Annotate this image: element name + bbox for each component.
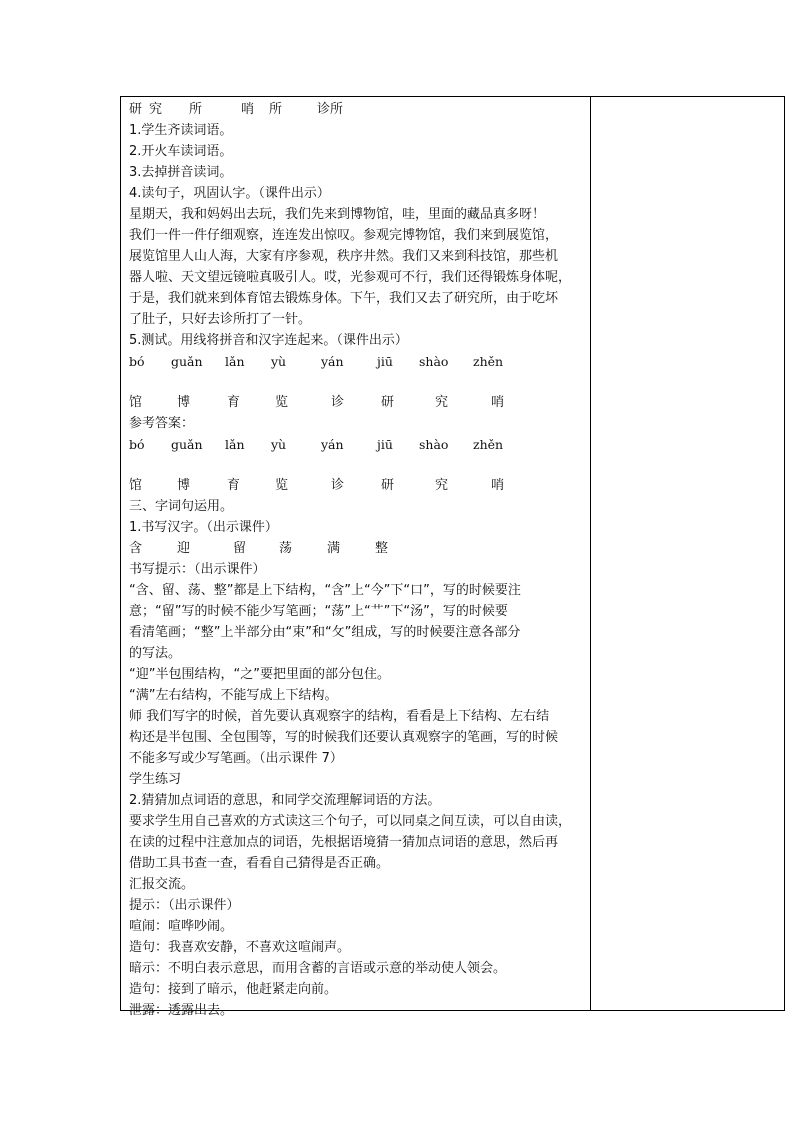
hanzi: 馆 [129, 395, 143, 410]
vocab-char: 所 [189, 102, 203, 117]
step-4: 4.读句子，巩固认字。（课件出示） [129, 186, 330, 201]
write-chars-row [129, 538, 585, 559]
passage-line: 我们一件一件仔细观察，连连发出惊叹。参观完博物馆，我们来到展览馆， [129, 228, 559, 243]
test-title: 5.测试。用线将拼音和汉字连起来。（课件出示） [129, 333, 408, 348]
tip-line: “满”左右结构，不能写成上下结构。 [129, 688, 338, 703]
tip-line: 意；“留”写的时候不能少写笔画；“荡”上“艹”下“汤”，写的时候要 [129, 604, 508, 619]
teacher-line: 构还是半包围、全包围等，写的时候我们还要认真观察字的笔画，写的时候 [129, 730, 559, 745]
pinyin: zhěn [473, 354, 504, 369]
vocab-char: 诊所 [317, 102, 344, 117]
hanzi-row [129, 392, 585, 413]
guess-line: 借助工具书查一查，看看自己猜得是否正确。 [129, 856, 390, 871]
pinyin: yán [321, 437, 344, 452]
report-label: 汇报交流。 [129, 877, 195, 892]
passage-line: 于是，我们就来到体育馆去锻炼身体。下午，我们又去了研究所，由于吃坏 [129, 291, 559, 306]
tip-line: 看清笔画；“整”上半部分由“束”和“攵”组成，写的时候要注意各部分 [129, 625, 521, 640]
hanzi-row [129, 475, 585, 496]
tip-line: “迎”半包围结构，“之”要把里面的部分包住。 [129, 667, 390, 682]
section-title: 三、字词句运用。 [129, 499, 234, 514]
hanzi: 博 [177, 395, 191, 410]
definition: 暗示：不明白表示意思，而用含蓄的言语或示意的举动使人领会。 [129, 961, 507, 976]
notes-cell [591, 97, 786, 1010]
hanzi: 览 [275, 395, 289, 410]
hanzi: 究 [435, 395, 449, 410]
passage-line: 器人啦、天文望远镜啦真吸引人。哎，光参观可不行，我们还得锻炼身体呢， [129, 270, 572, 285]
hanzi: 哨 [491, 478, 505, 493]
write-char: 满 [327, 541, 341, 556]
vocab-char: 所 [269, 102, 283, 117]
write-char: 整 [375, 541, 389, 556]
pinyin: guǎn [171, 437, 203, 452]
example-sentence: 造句：接到了暗示，他赶紧走向前。 [129, 982, 338, 997]
vocab-char: 究 [149, 102, 163, 117]
tips-title: 书写提示：（出示课件） [129, 562, 266, 577]
guess-line: 要求学生用自己喜欢的方式读这三个句子，可以同桌之间互读，可以自由读， [129, 814, 572, 829]
pinyin: yán [321, 354, 344, 369]
definition: 喧闹：喧哗吵闹。 [129, 919, 234, 934]
hanzi: 育 [227, 395, 241, 410]
write-char: 留 [233, 541, 247, 556]
vocab-line [129, 99, 585, 120]
practice-label: 学生练习 [129, 772, 182, 787]
definition: 泄露：透露出去。 [129, 1003, 234, 1018]
passage-line: 星期天，我和妈妈出去玩，我们先来到博物馆，哇，里面的藏品真多呀！ [129, 207, 546, 222]
hanzi: 育 [227, 478, 241, 493]
hanzi: 博 [177, 478, 191, 493]
pinyin: bó [129, 354, 145, 369]
lesson-content [129, 99, 585, 1021]
vocab-char: 哨 [241, 102, 255, 117]
hint-label: 提示：（出示课件） [129, 898, 240, 913]
pinyin: shào [419, 437, 449, 452]
pinyin: yù [271, 354, 287, 369]
pinyin: guǎn [171, 354, 203, 369]
hanzi: 馆 [129, 478, 143, 493]
tip-line: 的写法。 [129, 646, 182, 661]
pinyin: jiū [377, 354, 393, 369]
vocab-char: 研 [129, 102, 143, 117]
write-char: 迎 [177, 541, 191, 556]
hanzi: 诊 [331, 478, 345, 493]
pinyin: jiū [377, 437, 393, 452]
guess-line: 在读的过程中注意加点的词语，先根据语境猜一猜加点词语的意思，然后再 [129, 835, 559, 850]
pinyin: lǎn [225, 354, 245, 369]
pinyin: yù [271, 437, 287, 452]
step-3: 3.去掉拼音读词。 [129, 165, 233, 180]
tip-line: “含、留、荡、整”都是上下结构，“含”上“今”下“口”，写的时候要注 [129, 583, 521, 598]
pinyin-row [129, 351, 585, 372]
hanzi: 究 [435, 478, 449, 493]
teacher-line: 师 我们写字的时候，首先要认真观察字的结构，看看是上下结构、左右结 [129, 709, 550, 724]
passage-line: 了肚子，只好去诊所打了一针。 [129, 312, 312, 327]
pinyin: lǎn [225, 437, 245, 452]
pinyin: bó [129, 437, 145, 452]
write-title: 1.书写汉字。（出示课件） [129, 520, 278, 535]
hanzi: 研 [381, 395, 395, 410]
hanzi: 哨 [491, 395, 505, 410]
answer-label: 参考答案： [129, 416, 195, 431]
guess-title: 2.猜猜加点词语的意思，和同学交流理解词语的方法。 [129, 793, 441, 808]
hanzi: 研 [381, 478, 395, 493]
write-char: 含 [129, 541, 143, 556]
hanzi: 诊 [331, 395, 345, 410]
pinyin: shào [419, 354, 449, 369]
step-1: 1.学生齐读词语。 [129, 123, 233, 138]
pinyin-row [129, 434, 585, 455]
teacher-line: 不能多写或少写笔画。（出示课件 7） [129, 751, 343, 766]
example-sentence: 造句：我喜欢安静，不喜欢这喧闹声。 [129, 940, 351, 955]
passage-line: 展览馆里人山人海，大家有序参观，秩序井然。我们又来到科技馆，那些机 [129, 249, 559, 264]
step-2: 2.开火车读词语。 [129, 144, 233, 159]
lesson-table [120, 96, 785, 1018]
pinyin: zhěn [473, 437, 504, 452]
hanzi: 览 [275, 478, 289, 493]
write-char: 荡 [279, 541, 293, 556]
